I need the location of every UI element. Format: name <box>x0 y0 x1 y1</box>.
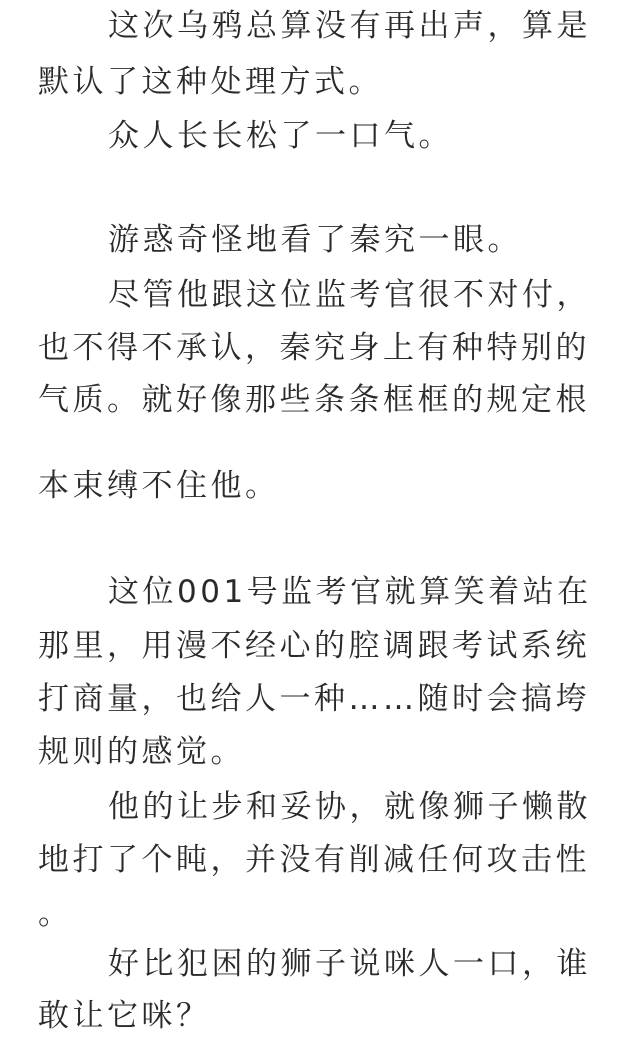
text-line: 这次乌鸦总算没有再出声，算是 <box>108 8 591 44</box>
text-line: 默认了这种处理方式。 <box>38 64 383 100</box>
text-line: 敢让它咪？ <box>38 998 211 1034</box>
text-line: 那里，用漫不经心的腔调跟考试系统 <box>38 628 590 664</box>
text-line: 地打了个盹，并没有削减任何攻击性 <box>38 842 590 878</box>
text-line: 这位001号监考官就算笑着站在 <box>108 574 592 610</box>
text-line: 尽管他跟这位监考官很不对付， <box>108 277 591 313</box>
text-line: 气质。就好像那些条条框框的规定根 <box>38 382 590 418</box>
text-line: 本束缚不住他。 <box>38 468 280 504</box>
text-line: 。 <box>38 896 73 932</box>
text-line: 他的让步和妥协，就像狮子懒散 <box>108 789 591 825</box>
text-line: 也不得不承认，秦究身上有种特别的 <box>38 330 590 366</box>
text-line: 打商量，也给人一种……随时会搞垮 <box>38 681 590 717</box>
text-line: 众人长长松了一口气。 <box>108 118 453 154</box>
text-line: 好比犯困的狮子说咪人一口，谁 <box>108 946 591 982</box>
text-line: 规则的感觉。 <box>38 734 245 770</box>
text-line: 游惑奇怪地看了秦究一眼。 <box>108 222 522 258</box>
